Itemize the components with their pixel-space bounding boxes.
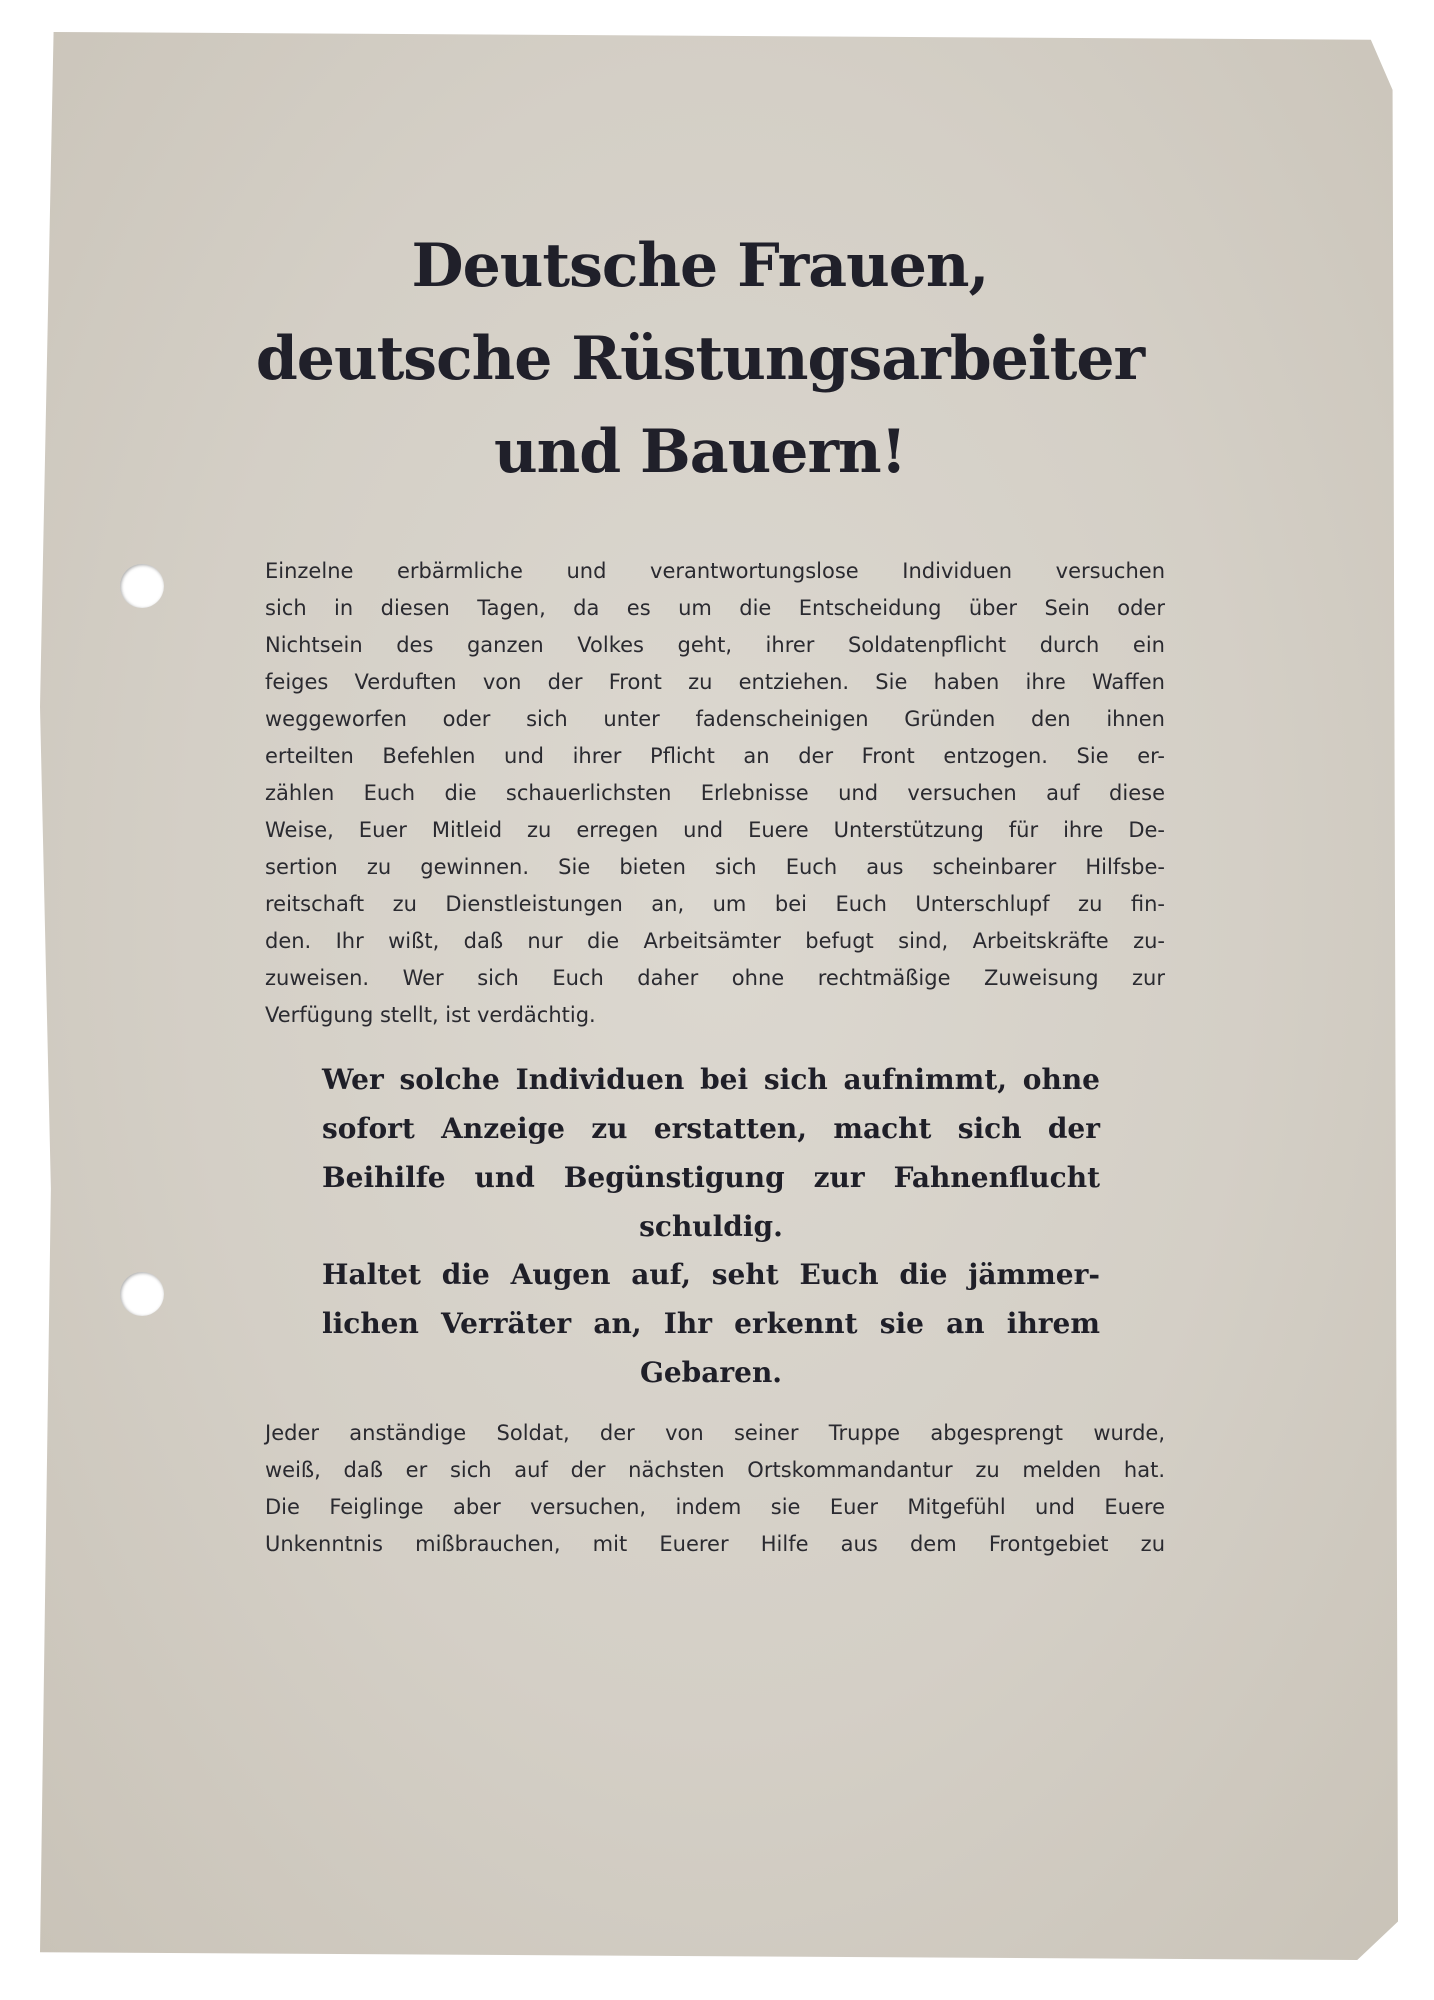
paragraph-line: reitschaft zu Dienstleistungen an, um bei Euch Unterschlupf zu fin- — [265, 892, 1165, 916]
paragraph-line: sertion zu gewinnen. Sie bieten sich Euch aus scheinbarer Hilfsbe- — [265, 855, 1165, 879]
paragraph-line: Verfügung stellt, ist verdächtig. — [265, 1003, 596, 1027]
warning-line: Haltet die Augen auf, seht Euch die jämmer- — [322, 1258, 1100, 1291]
warning-line: sofort Anzeige zu erstatten, macht sich der — [322, 1112, 1100, 1145]
warning-line: Beihilfe und Begünstigung zur Fahnenflucht — [322, 1161, 1100, 1194]
title-line: deutsche Rüstungsarbeiter — [255, 324, 1145, 394]
warning-block-complicity — [322, 1055, 1100, 1251]
punch-hole-bottom — [120, 1272, 164, 1316]
punch-hole-top — [120, 564, 164, 608]
leaflet-title — [200, 220, 1200, 499]
warning-line: lichen Verräter an, Ihr erkennt sie an ihrem — [322, 1307, 1100, 1340]
title-line: und Bauern! — [493, 417, 907, 487]
paragraph-line: Weise, Euer Mitleid zu erregen und Euere Unterstützung für ihre De- — [265, 818, 1165, 842]
warning-line: schuldig. — [639, 1210, 783, 1243]
title-line: Deutsche Frauen, — [411, 231, 989, 301]
paragraph-line: Nichtsein des ganzen Volkes geht, ihrer Soldatenpflicht durch ein — [265, 633, 1165, 657]
paragraph-line: Einzelne erbärmliche und verantwortungslose Individuen versuchen — [265, 559, 1165, 583]
paragraph-line: den. Ihr wißt, daß nur die Arbeitsämter befugt sind, Arbeitskräfte zu- — [265, 929, 1165, 953]
paragraph-line: weggeworfen oder sich unter fadenscheinigen Gründen den ihnen — [265, 707, 1165, 731]
paragraph-line: weiß, daß er sich auf der nächsten Ortskommandantur zu melden hat. — [265, 1458, 1165, 1482]
paragraph-line: sich in diesen Tagen, da es um die Entscheidung über Sein oder — [265, 596, 1165, 620]
warning-line: Wer solche Individuen bei sich aufnimmt, ohne — [322, 1063, 1100, 1096]
paragraph-line: Unkenntnis mißbrauchen, mit Euerer Hilfe aus dem Frontgebiet zu — [265, 1532, 1165, 1556]
closing-paragraph — [265, 1415, 1165, 1563]
intro-paragraph — [265, 553, 1165, 1034]
warning-block-vigilance — [322, 1250, 1100, 1397]
paragraph-line: Die Feiglinge aber versuchen, indem sie Euer Mitgefühl und Euere — [265, 1495, 1165, 1519]
paragraph-line: feiges Verduften von der Front zu entziehen. Sie haben ihre Waffen — [265, 670, 1165, 694]
paragraph-line: zählen Euch die schauerlichsten Erlebnisse und versuchen auf diese — [265, 781, 1165, 805]
warning-line: Gebaren. — [639, 1356, 783, 1389]
paragraph-line: zuweisen. Wer sich Euch daher ohne rechtmäßige Zuweisung zur — [265, 966, 1165, 990]
paragraph-line: Jeder anständige Soldat, der von seiner Truppe abgesprengt wurde, — [265, 1421, 1165, 1445]
paragraph-line: erteilten Befehlen und ihrer Pflicht an der Front entzogen. Sie er- — [265, 744, 1165, 768]
